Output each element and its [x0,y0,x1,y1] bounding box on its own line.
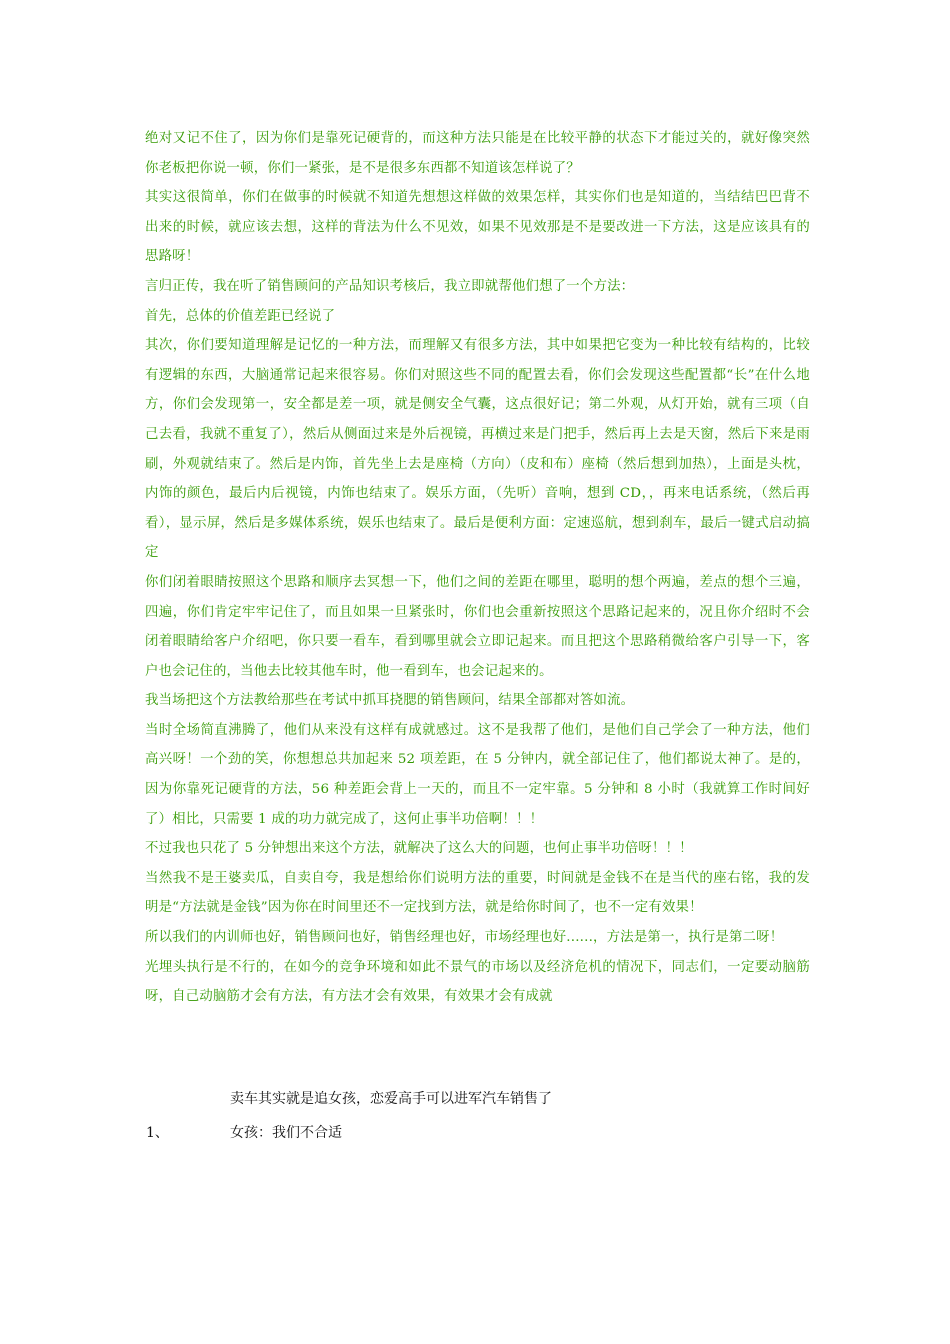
paragraph-9: 不过我也只花了 5 分钟想出来这个方法，就解决了这么大的问题，也何止事半功倍呀！！！ [145,841,693,857]
paragraph-2: 其实这很简单，你们在做事的时候就不知道先想想这样做的效果怎样，其实你们也是知道的，当结结巴巴背不出来的时候，就应该去想，这样的背法为什么不见效，如果不见效那是不是要改进一下方法，这是应该具有的思路呀！ [145,190,810,265]
paragraph-3: 言归正传，我在听了销售顾问的产品知识考核后，我立即就帮他们想了一个方法： [145,278,635,294]
list-item [146,1122,342,1144]
paragraph-7: 我当场把这个方法教给那些在考试中抓耳挠腮的销售顾问，结果全部都对答如流。 [145,693,635,709]
section-heading: 卖车其实就是追女孩，恋爱高手可以进军汽车销售了 [230,1091,552,1107]
paragraph-11: 所以我们的内训师也好，销售顾问也好，销售经理也好，市场经理也好......，方法是第一，执行是第二呀！ [145,930,784,946]
paragraph-5: 其次，你们要知道理解是记忆的一种方法，而理解又有很多方法，其中如果把它变为一种比较有结构的，比较有逻辑的东西，大脑通常记起来很容易。你们对照这些不同的配置去看，你们会发现这些配置都“长”在什么地方，你们会发现第一，安全都是差一项，就是侧安全气囊，这点很好记；第二外观，从灯开始，就有三项（自己去看，我就不重复了），然后从侧面过来是外后视镜，再横过来是门把手，然后再上去是天窗，然后下来是雨刷，外观就结束了。然后是内饰，首先坐上去是座椅（方向）（皮和布）座椅（然后想到加热），上面是头枕，内饰的颜色，最后内后视镜，内饰也结束了。娱乐方面，（先听）音响，想到 CD，，再来电话系统，（然后再看），显示屏，然后是多媒体系统，娱乐也结束了。最后是便利方面：定速巡航，想到刹车，最后一键式启动搞定 [145,338,810,561]
paragraph-4: 首先，总体的价值差距已经说了 [145,308,336,324]
paragraph-10: 当然我不是王婆卖瓜，自卖自夸，我是想给你们说明方法的重要，时间就是金钱不在是当代的座右铭，我的发明是“方法就是金钱”因为你在时间里还不一定找到方法，就是给你时间了，也不一定有效果！ [145,870,810,916]
article-body [145,124,810,1012]
paragraph-6: 你们闭着眼睛按照这个思路和顺序去冥想一下，他们之间的差距在哪里，聪明的想个两遍，差点的想个三遍，四遍，你们肯定牢牢记住了，而且如果一旦紧张时，你们也会重新按照这个思路记起来的，况且你介绍时不会闭着眼睛给客户介绍吧，你只要一看车，看到哪里就会立即记起来。而且把这个思路稍微给客户引导一下，客户也会记住的，当他去比较其他车时，他一看到车，也会记起来的。 [145,574,810,679]
list-item-number: 1、 [146,1125,169,1141]
list-item-text: 女孩：我们不合适 [230,1125,342,1141]
paragraph-1: 绝对又记不住了，因为你们是靠死记硬背的，而这种方法只能是在比较平静的状态下才能过关的，就好像突然你老板把你说一顿，你们一紧张，是不是很多东西都不知道该怎样说了？ [145,131,810,176]
paragraph-8: 当时全场简直沸腾了，他们从来没有这样有成就感过。这不是我帮了他们，是他们自己学会了一种方法，他们高兴呀！一个劲的笑，你想想总共加起来 52 项差距，在 5 分钟内，就全部记住了，他们都说太神了。是的，因为你靠死记硬背的方法，56 种差距会背上一天的，而且不一定牢靠。5 分钟和 8 小时（我就算工作时间好了）相比，只需要 1 成的功力就完成了，这何止事半功倍啊！！！ [145,722,810,827]
paragraph-12: 光埋头执行是不行的，在如今的竞争环境和如此不景气的市场以及经济危机的情况下，同志们，一定要动脑筋呀，自己动脑筋才会有方法，有方法才会有效果，有效果才会有成就 [145,959,810,1005]
